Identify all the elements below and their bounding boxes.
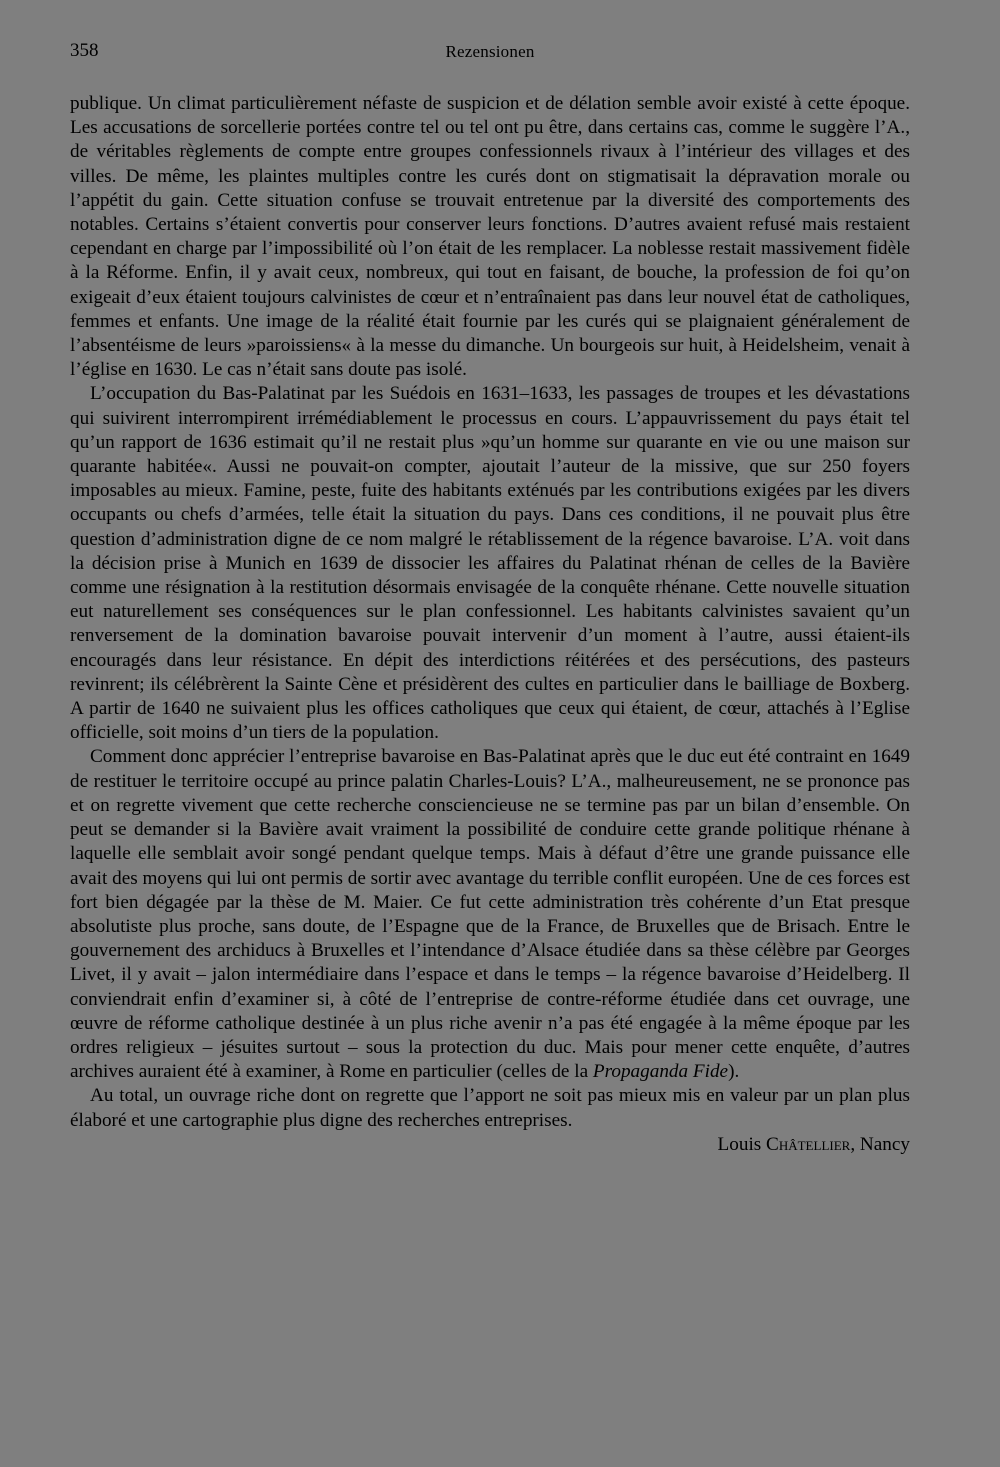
page-header (70, 40, 910, 70)
review-body (70, 92, 910, 1133)
page (70, 40, 910, 1157)
running-head: Rezensionen (445, 42, 535, 61)
paragraph-4: Au total, un ouvrage riche dont on regrette que l’apport ne soit pas mieux mis en valeur par un plan plus élaboré et une cartographie plus digne des recherches entreprises. (70, 1085, 910, 1131)
italic-title: Propaganda Fide (592, 1061, 729, 1083)
author-surname: Châtellier (766, 1133, 851, 1155)
author-signature (70, 1133, 910, 1157)
paragraph-3-text: Comment donc apprécier l’entreprise bavaroise en Bas-Palatinat après que le duc eut été contraint en 1649 de restituer le territoire occupé au prince palatin Charles-Louis? L’A., malheureusement, ne se prononce pas et on regrette vivement que cette recherche consciencieuse ne se termine pas par un bilan d’ensemble. On peut se demander si la Bavière avait vraiment la possibilité de conduire cette grande politique rhénane à laquelle elle semblait avoir songé pendant quelque temps. Mais à défaut d’être une grande puissance elle avait des moyens qui lui ont permis de sortir avec avantage du terrible conflit européen. Une de ces forces est fort bien dégagée par la thèse de M. Maier. Ce fut cette administration très cohérente d’un Etat presque absolutiste plus proche, sans doute, de l’Espagne que de la France, de Bruxelles que de Brisach. Entre le gouvernement des archiducs à Bruxelles et l’intendance d’Alsace étudiée dans sa thèse célèbre par Georges Livet, il y avait – jalon intermédiaire dans l’espace et dans le temps – la régence bavaroise d’Heidelberg. Il conviendrait enfin d’examiner si, à côté de l’entreprise de contre-réforme étudiée dans cet ouvrage, une œuvre de réforme catholique destinée à un plus riche avenir n’a pas été engagée à la même époque par les ordres religieux – jésuites surtout – sous la protection du duc. Mais pour mener cette enquête, d’autres archives auraient été à examiner, à Rome en particulier (celles de la (70, 746, 910, 1083)
author-place: , Nancy (850, 1133, 910, 1155)
paragraph-2: L’occupation du Bas-Palatinat par les Suédois en 1631–1633, les passages de troupes et les dévastations qui suivirent interrompirent irrémédiablement le processus en cours. L’appauvrissement du pays était tel qu’un rapport de 1636 estimait qu’il ne restait plus »qu’un homme sur quarante en vie ou une maison sur quarante habitée«. Aussi ne pouvait-on compter, ajoutait l’auteur de la missive, que sur 250 foyers imposables au mieux. Famine, peste, fuite des habitants exténués par les contributions exigées par les divers occupants ou chefs d’armées, telle était la situation du pays. Dans ces conditions, il ne pouvait plus être question d’administration digne de ce nom malgré le rétablissement de la régence bavaroise. L’A. voit dans la décision prise à Munich en 1639 de dissocier les affaires du Palatinat rhénan de celles de la Bavière comme une résignation à la restitution désormais envisagée de la conquête rhénane. Cette nouvelle situation eut naturellement ses conséquences sur le plan confessionnel. Les habitants calvinistes savaient qu’un renversement de la domination bavaroise pouvait intervenir d’un moment à l’autre, aussi étaient-ils encouragés dans leur résistance. En dépit des interdictions réitérées et des persécutions, des pasteurs revinrent; ils célébrèrent la Sainte Cène et présidèrent des cultes en particulier dans le bailliage de Boxberg. A partir de 1640 ne suivaient plus les offices catholiques que ceux qui étaient, de cœur, attachés à l’Eglise officielle, soit moins d’un tiers de la population. (70, 383, 910, 744)
paragraph-3 (70, 745, 910, 1084)
author-first-name: Louis (717, 1133, 762, 1155)
paragraph-3-end: ). (728, 1061, 740, 1083)
paragraph-1: publique. Un climat particulièrement néfaste de suspicion et de délation semble avoir existé à cette époque. Les accusations de sorcellerie portées contre tel ou tel ont pu être, dans certains cas, comme le suggère l’A., de véritables règlements de compte entre groupes confessionnels rivaux à l’intérieur des villages et des villes. De même, les plaintes multiples contre les curés dont on stigmatisait la dépravation morale ou l’appétit du gain. Cette situation confuse se trouvait entretenue par la diversité des comportements des notables. Certains s’étaient convertis pour conserver leurs fonctions. D’autres avaient refusé mais restaient cependant en charge par l’impossibilité où l’on était de les remplacer. La noblesse restait massivement fidèle à la Réforme. Enfin, il y avait ceux, nombreux, qui tout en faisant, de bouche, la profession de foi qu’on exigeait d’eux étaient toujours calvinistes de cœur et n’entraînaient pas dans leur nouvel état de catholiques, femmes et enfants. Une image de la réalité était fournie par les curés qui se plaignaient généralement de l’absentéisme de leurs »paroissiens« à la messe du dimanche. Un bourgeois sur huit, à Heidelsheim, venait à l’église en 1630. Le cas n’était sans doute pas isolé. (70, 93, 910, 381)
page-number: 358 (70, 40, 99, 61)
